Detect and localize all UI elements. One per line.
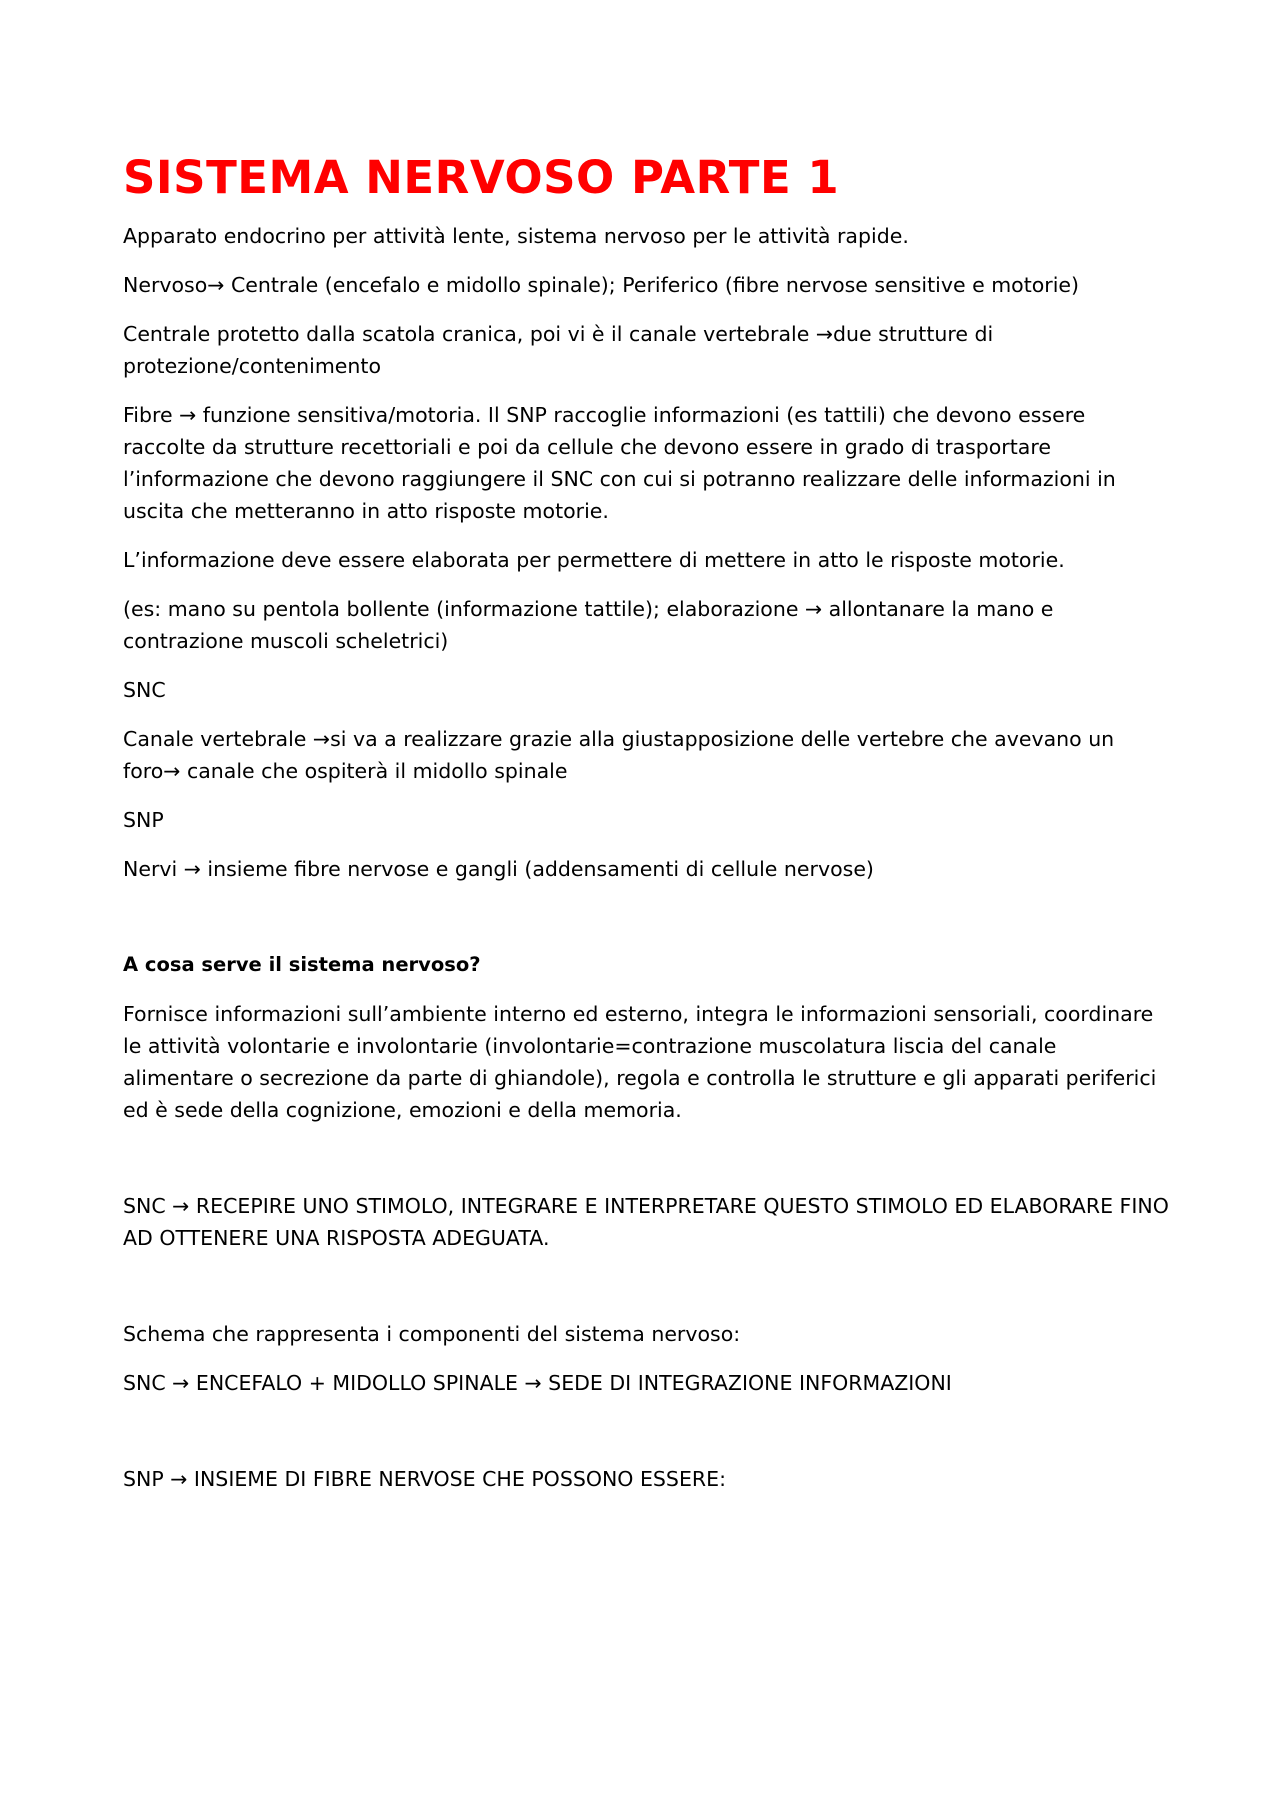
schema-snc: SNC → ENCEFALO + MIDOLLO SPINALE → SEDE DI INTEGRAZIONE INFORMAZIONI [123,1371,952,1395]
paragraph-nervoso: Nervoso→ Centrale (encefalo e midollo spinale); Periferico (fibre nervose sensitive e motorie) [123,273,1080,297]
blank-line [123,1143,1173,1190]
paragraph-canale: Canale vertebrale →si va a realizzare grazie alla giustapposizione delle vertebre che avevano un foro→ canale che ospiterà il midollo spinale [123,727,1115,783]
paragraph-endocrine: Apparato endocrino per attività lente, sistema nervoso per le attività rapide. [123,224,909,248]
paragraph-snc-label: SNC [123,678,166,702]
blank-line [123,902,1173,949]
document-body [123,150,1173,1512]
paragraph-centrale: Centrale protetto dalla scatola cranica, poi vi è il canale vertebrale →due strutture di protezione/contenimento [123,322,994,378]
paragraph-informazione: L’informazione deve essere elaborata per permettere di mettere in atto le risposte motorie. [123,548,1065,572]
snc-summary: SNC → RECEPIRE UNO STIMOLO, INTEGRARE E INTERPRETARE QUESTO STIMOLO ED ELABORARE FINO AD OTTENERE UNA RISPOSTA ADEGUATA. [123,1194,1169,1250]
paragraph-fibre: Fibre → funzione sensitiva/motoria. Il SNP raccoglie informazioni (es tattili) che devono essere raccolte da strutture recettoriali e poi da cellule che devono essere in grado di trasportare l’informazione che devono raggiungere il SNC con cui si potranno realizzare delle informazioni in uscita che metteranno in atto risposte motorie. [123,403,1116,523]
section-text: Fornisce informazioni sull’ambiente interno ed esterno, integra le informazioni sensoriali, coordinare le attività volontarie e involontarie (involontarie=contrazione muscolatura liscia del canale alimentare o secrezione da parte di ghiandole), regola e controlla le strutture e gli apparati periferici ed è sede della cognizione, emozioni e della memoria. [123,1002,1157,1122]
schema-intro: Schema che rappresenta i componenti del sistema nervoso: [123,1322,741,1346]
paragraph-nervi: Nervi → insieme fibre nervose e gangli (addensamenti di cellule nervose) [123,857,874,881]
blank-line [123,1416,1173,1463]
section-heading: A cosa serve il sistema nervoso? [123,953,481,976]
document-title: SISTEMA NERVOSO PARTE 1 [123,151,840,204]
paragraph-snp-label: SNP [123,808,164,832]
blank-line [123,1271,1173,1318]
paragraph-example: (es: mano su pentola bollente (informazione tattile); elaborazione → allontanare la mano e contrazione muscoli scheletrici) [123,597,1054,653]
schema-snp: SNP → INSIEME DI FIBRE NERVOSE CHE POSSONO ESSERE: [123,1467,726,1491]
